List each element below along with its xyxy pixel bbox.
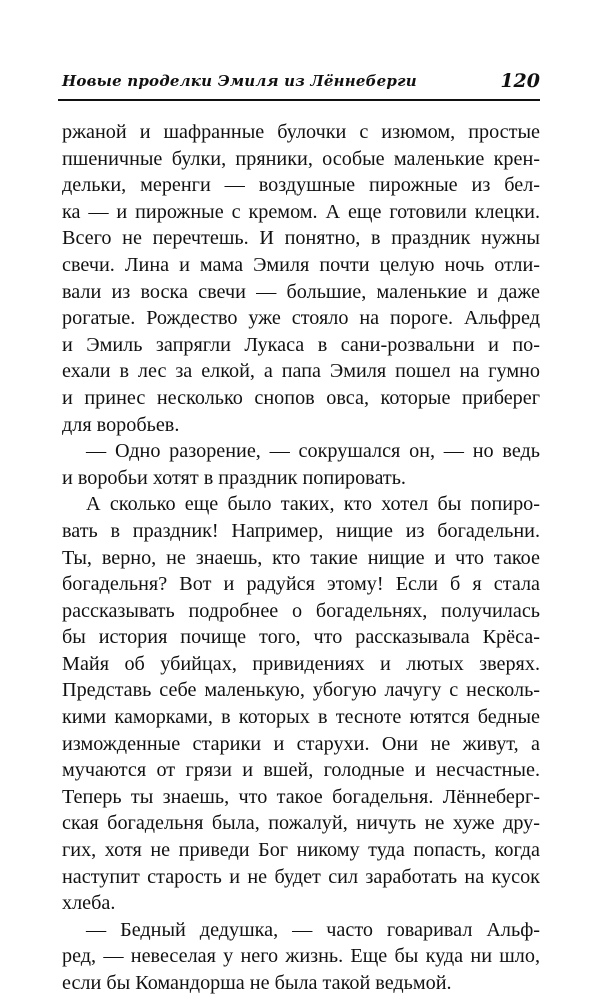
text-line: и принес несколько снопов овса, которые приберег xyxy=(62,386,540,409)
text-line: рогатые. Рождество уже стояло на пороге. Альфред xyxy=(62,307,540,330)
text-line: пшеничные булки, пряники, особые маленькие крен- xyxy=(62,147,540,170)
header-divider xyxy=(58,99,540,101)
text-line: и воробьи хотят в праздник попировать. xyxy=(62,466,406,489)
text-line: Представь себе маленькую, убогую лачугу с несколь- xyxy=(62,679,540,702)
text-line: свечи. Лина и мама Эмиля почти целую ночь отли- xyxy=(62,253,540,276)
page-number: 120 xyxy=(500,70,540,92)
text-line: ржаной и шафранные булочки с изюмом, простые xyxy=(62,121,540,143)
text-line: рассказывать подробнее о богадельнях, получилась xyxy=(62,599,540,622)
text-line: ехали в лес за елкой, а папа Эмиля пошел на гумно xyxy=(62,360,540,383)
text-line: хлеба. xyxy=(62,892,116,915)
text-line: гих, хотя не приведи Бог никому туда попасть, когда xyxy=(62,839,540,862)
text-line: если бы Командорша не была такой ведьмой. xyxy=(62,972,452,994)
text-line: изможденные старики и старухи. Они не живут, а xyxy=(62,732,540,755)
text-line: А сколько еще было таких, кто хотел бы попиро- xyxy=(86,493,540,516)
text-line: Всего не перечтешь. И понятно, в праздник нужны xyxy=(62,227,540,250)
text-line: кими каморками, в которых в тесноте ютятся бедные xyxy=(62,706,540,729)
text-line: ред, — невеселая у него жизнь. Еще бы куда ни шло, xyxy=(62,945,540,968)
text-line: — Бедный дедушка, — часто говаривал Альф- xyxy=(86,918,540,941)
text-line: наступит старость и не будет сил заработать на кусок xyxy=(62,865,540,888)
body-text xyxy=(62,119,540,997)
text-line: Теперь ты знаешь, что такое богадельня. Лённеберг- xyxy=(62,785,540,808)
text-line: и Эмиль запрягли Лукаса в сани-розвальни и по- xyxy=(62,333,540,356)
text-line: богадельня? Вот и радуйся этому! Если б я стала xyxy=(62,573,540,596)
text-line: ская богадельня была, пожалуй, ничуть не хуже дру- xyxy=(62,812,540,835)
text-line: для воробьев. xyxy=(62,413,180,436)
text-line: дельки, меренги — воздушные пирожные из бел- xyxy=(62,174,540,197)
text-line: вали из воска свечи — большие, маленькие и даже xyxy=(62,280,540,303)
text-line: — Одно разорение, — сокрушался он, — но ведь xyxy=(86,440,540,463)
text-line: мучаются от грязи и вшей, голодные и несчастные. xyxy=(62,759,540,782)
text-line: Ты, верно, не знаешь, кто такие нищие и что такое xyxy=(62,546,540,569)
text-line: бы история почище того, что рассказывала Крёса- xyxy=(62,626,540,649)
book-title: Новые проделки Эмиля из Лённеберги xyxy=(62,72,417,90)
text-line: вать в праздник! Например, нищие из богадельни. xyxy=(62,519,540,542)
text-line: ка — и пирожные с кремом. А еще готовили клецки. xyxy=(62,200,540,223)
text-line: Майя об убийцах, привидениях и лютых зверях. xyxy=(62,652,540,675)
running-head xyxy=(62,70,540,98)
